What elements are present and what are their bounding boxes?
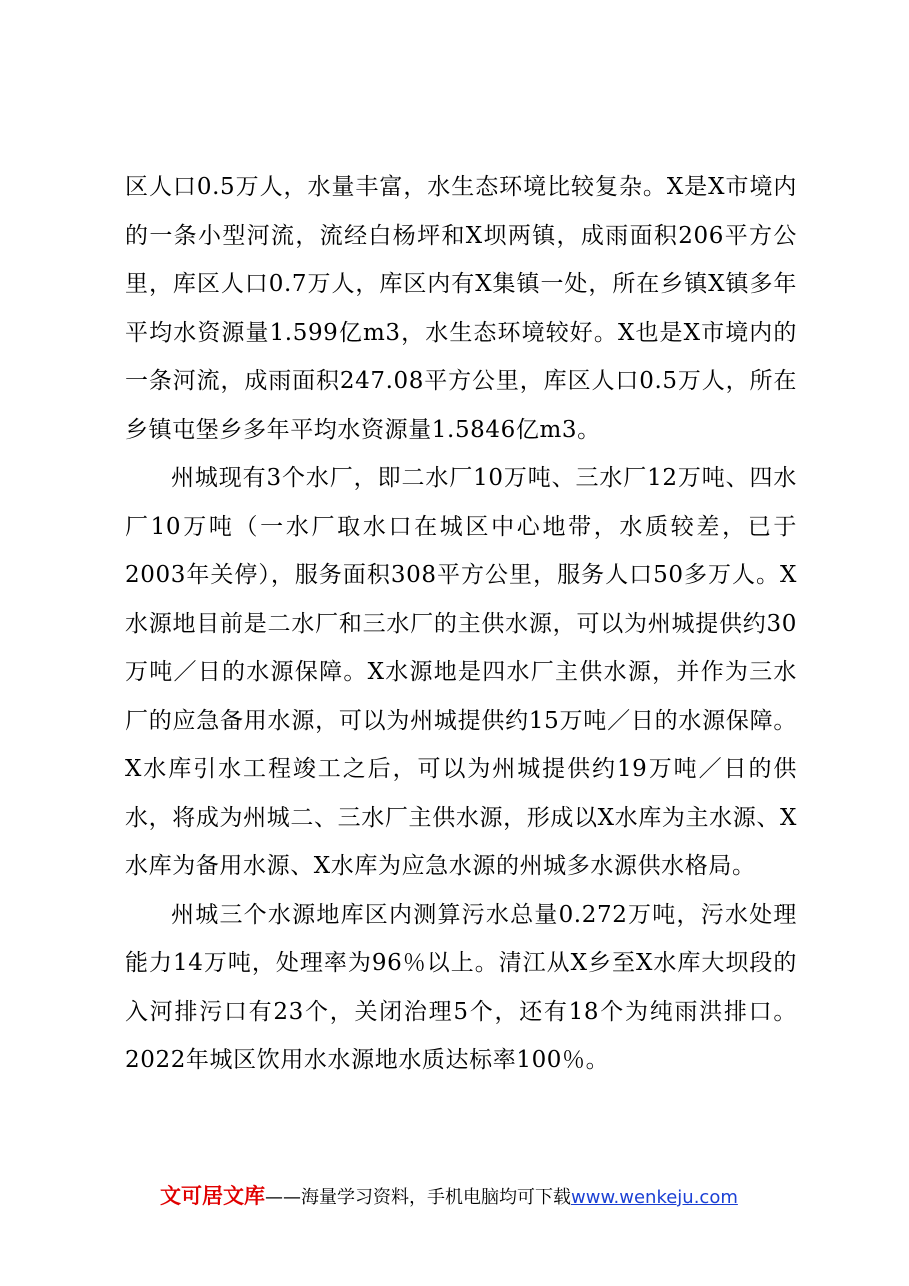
paragraph-1: 区人口0.5万人，水量丰富，水生态环境比较复杂。X是X市境内的一条小型河流，流经白杨坪和X坝两镇，成雨面积206平方公里，库区人口0.7万人，库区内有X集镇一处，所在乡镇X镇多年平均水资源量1.599亿m3，水生态环境较好。X也是X市境内的一条河流，成雨面积247.08平方公里，库区人口0.5万人，所在乡镇屯堡乡多年平均水资源量1.5846亿m3。 xyxy=(125,174,797,443)
paragraph-2: 州城现有3个水厂，即二水厂10万吨、三水厂12万吨、四水厂10万吨（一水厂取水口在城区中心地带，水质较差，已于2003年关停），服务面积308平方公里，服务人口50多万人。X水源地目前是二水厂和三水厂的主供水源，可以为州城提供约30万吨／日的水源保障。X水源地是四水厂主供水源，并作为三水厂的应急备用水源，可以为州城提供约15万吨／日的水源保障。X水库引水工程竣工之后，可以为州城提供约19万吨／日的供水，将成为州城二、三水厂主供水源，形成以X水库为主水源、X水库为备用水源、X水库为应急水源的州城多水源供水格局。 xyxy=(125,465,797,879)
document-body xyxy=(125,163,797,1085)
footer-brand: 文可居文库 xyxy=(160,1184,265,1208)
footer-slogan: ——海量学习资料，手机电脑均可下载 xyxy=(265,1187,571,1208)
paragraph-3: 州城三个水源地库区内测算污水总量0.272万吨，污水处理能力14万吨，处理率为96％以上。清江从X乡至X水库大坝段的入河排污口有23个，关闭治理5个，还有18个为纯雨洪排口。2022年城区饮用水水源地水质达标率100％。 xyxy=(125,901,797,1073)
footer-website-link[interactable]: www.wenkeju.com xyxy=(571,1187,738,1208)
footer-banner xyxy=(160,1183,800,1211)
